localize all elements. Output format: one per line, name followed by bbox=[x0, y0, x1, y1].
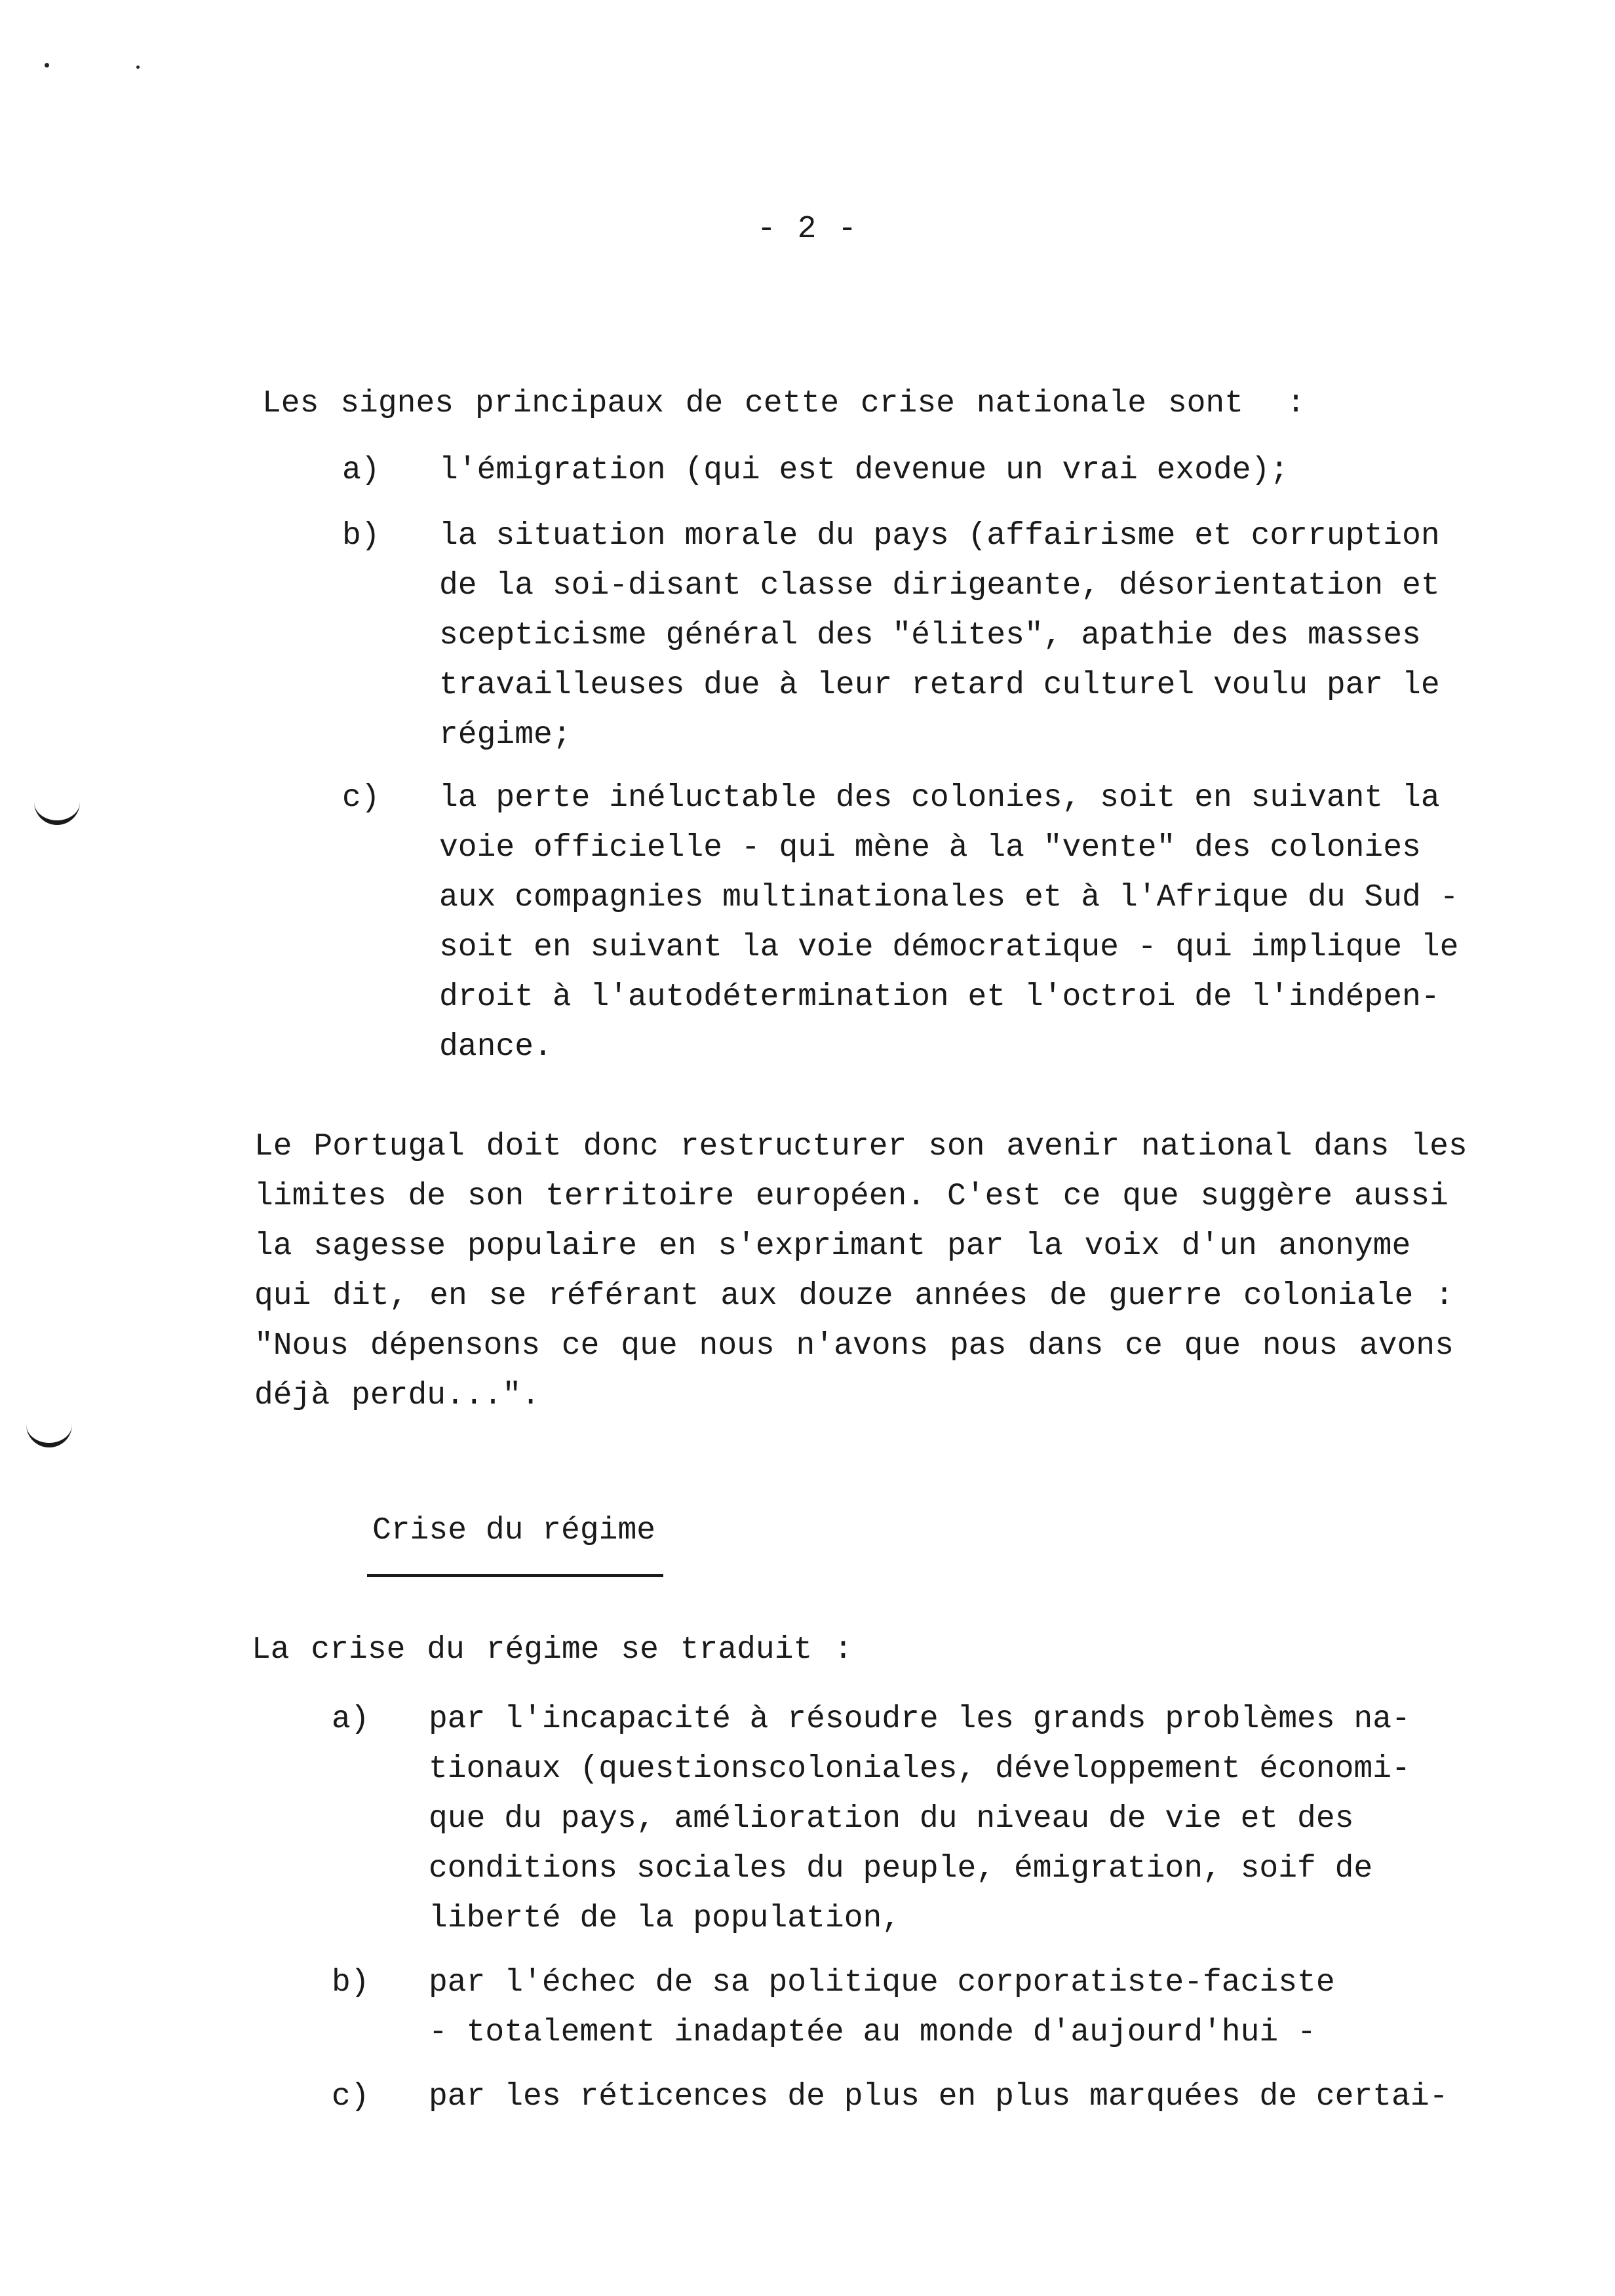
item-text bbox=[439, 773, 1458, 1072]
item-text bbox=[439, 446, 1289, 495]
intro-line: Les signes principaux de cette crise nationale sont : bbox=[262, 386, 1306, 421]
text-line: dance. bbox=[439, 1029, 553, 1065]
text-line: voie officielle - qui mène à la "vente" des colonies bbox=[439, 830, 1421, 866]
item-label: b) bbox=[342, 518, 380, 554]
text-line: - totalement inadaptée au monde d'aujourd'hui - bbox=[429, 2015, 1316, 2050]
text-line: la situation morale du pays (affairisme et corruption bbox=[439, 518, 1440, 554]
text-line: par l'incapacité à résoudre les grands problèmes na- bbox=[429, 1702, 1411, 1737]
page-number: - 2 - bbox=[756, 212, 859, 247]
section-heading: Crise du régime bbox=[372, 1513, 656, 1548]
text-line: la perte inéluctable des colonies, soit en suivant la bbox=[439, 780, 1440, 816]
item-label: a) bbox=[342, 453, 380, 488]
text-line: de la soi-disant classe dirigeante, désorientation et bbox=[439, 568, 1440, 603]
text-line: l'émigration (qui est devenue un vrai exode); bbox=[439, 453, 1289, 488]
text-line: par l'échec de sa politique corporatiste-faciste bbox=[429, 1965, 1335, 2000]
margin-mark bbox=[34, 801, 80, 825]
text-line: travailleuses due à leur retard culturel voulu par le bbox=[439, 668, 1440, 703]
item-label: b) bbox=[332, 1965, 370, 2000]
text-line: Le Portugal doit donc restructurer son avenir national dans les bbox=[254, 1129, 1468, 1164]
paragraph-portugal bbox=[254, 1122, 1468, 1421]
text-line: liberté de la population, bbox=[429, 1901, 901, 1936]
intro-line: La crise du régime se traduit : bbox=[252, 1632, 853, 1668]
item-text bbox=[429, 1958, 1335, 2057]
text-line: que du pays, amélioration du niveau de vie et des bbox=[429, 1801, 1354, 1837]
item-label: a) bbox=[332, 1702, 370, 1737]
text-line: conditions sociales du peuple, émigration, soif de bbox=[429, 1851, 1373, 1886]
text-line: "Nous dépensons ce que nous n'avons pas dans ce que nous avons bbox=[254, 1328, 1454, 1364]
text-line: par les réticences de plus en plus marquées de certai- bbox=[429, 2079, 1449, 2114]
item-text bbox=[429, 1694, 1411, 1943]
margin-mark bbox=[26, 1423, 72, 1447]
text-line: qui dit, en se référant aux douze années de guerre coloniale : bbox=[254, 1278, 1454, 1314]
scan-speck bbox=[136, 66, 140, 69]
text-line: droit à l'autodétermination et l'octroi de l'indépen- bbox=[439, 980, 1440, 1015]
item-text bbox=[429, 2072, 1448, 2122]
text-line: tionaux (questionscoloniales, développement économi- bbox=[429, 1751, 1411, 1787]
item-label: c) bbox=[332, 2079, 370, 2114]
item-text bbox=[439, 511, 1440, 760]
text-line: scepticisme général des "élites", apathie des masses bbox=[439, 618, 1421, 653]
text-line: aux compagnies multinationales et à l'Afrique du Sud - bbox=[439, 880, 1459, 915]
text-line: régime; bbox=[439, 718, 572, 753]
item-label: c) bbox=[342, 780, 380, 816]
scan-speck bbox=[45, 63, 49, 67]
section2-intro bbox=[252, 1625, 853, 1675]
heading-underline bbox=[367, 1574, 663, 1577]
text-line: soit en suivant la voie démocratique - qui implique le bbox=[439, 930, 1459, 965]
text-line: la sagesse populaire en s'exprimant par la voix d'un anonyme bbox=[254, 1229, 1411, 1264]
section1-intro bbox=[262, 379, 1305, 429]
text-line: limites de son territoire européen. C'est ce que suggère aussi bbox=[254, 1179, 1449, 1214]
text-line: déjà perdu...". bbox=[254, 1378, 541, 1413]
